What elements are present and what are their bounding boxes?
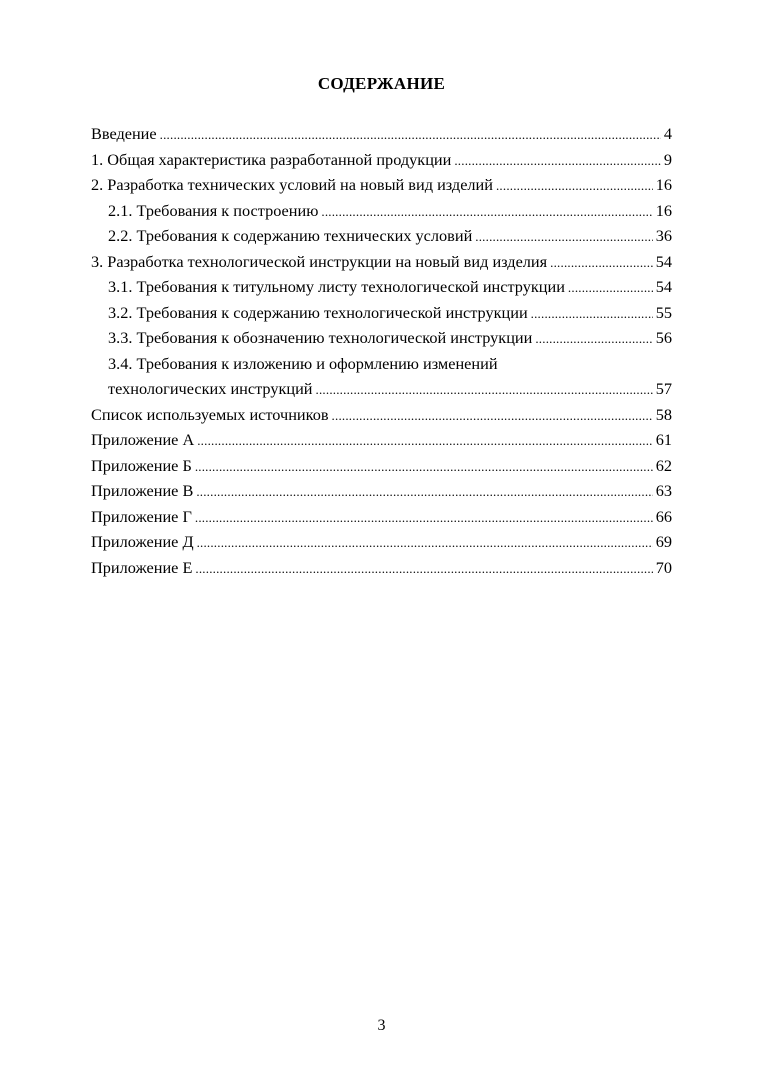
toc-entry-appendix-e[interactable] (91, 555, 672, 581)
dot-leader (531, 301, 653, 327)
toc-entry-label: 3.1. Требования к титульному листу технологической инструкции (108, 277, 565, 296)
toc-entry-section-3-4-line2[interactable] (91, 376, 672, 402)
toc-entry-label: 2.2. Требования к содержанию технических условий (108, 226, 473, 245)
toc-entry-label: Приложение Д (91, 532, 194, 551)
toc-entry-label: Приложение В (91, 481, 194, 500)
toc-entry-page: 57 (655, 379, 672, 398)
toc-entry-section-3-1[interactable] (91, 274, 672, 300)
table-of-contents (91, 121, 672, 580)
toc-entry-page: 66 (655, 506, 672, 526)
toc-entry-label: 3.4. Требования к изложению и оформлению изменений (108, 353, 498, 373)
toc-entry-page: 9 (663, 149, 672, 169)
toc-entry-page: 70 (655, 557, 672, 577)
dot-leader (568, 275, 653, 301)
document-title: СОДЕРЖАНИЕ (317, 74, 446, 93)
toc-entry-label: 1. Общая характеристика разработанной продукции (91, 149, 452, 169)
dot-leader (316, 377, 653, 403)
toc-entry-page: 16 (655, 200, 672, 220)
toc-entry-section-2-2[interactable] (91, 223, 672, 249)
dot-leader (475, 224, 652, 250)
toc-entry-label: Введение (91, 124, 157, 143)
toc-entry-section-3-2[interactable] (91, 300, 672, 326)
dot-leader (197, 530, 653, 556)
dot-leader (535, 326, 652, 352)
toc-entry-appendix-v[interactable] (91, 478, 672, 504)
toc-entry-label: Приложение Г (91, 506, 192, 526)
toc-entry-introduction[interactable] (91, 121, 672, 147)
toc-entry-page: 69 (655, 532, 672, 551)
dot-leader (195, 556, 652, 582)
toc-entry-appendix-g[interactable] (91, 504, 672, 530)
toc-entry-label: технологических инструкций (108, 379, 313, 398)
toc-entry-page: 54 (655, 277, 672, 296)
toc-entry-page: 4 (663, 124, 672, 143)
dot-leader (332, 403, 653, 429)
toc-entry-section-2[interactable] (91, 172, 672, 198)
toc-entry-label: 2. Разработка технических условий на новый вид изделий (91, 175, 493, 194)
dot-leader (196, 479, 652, 505)
toc-entry-appendix-d[interactable] (91, 529, 672, 555)
toc-entry-appendix-a[interactable] (91, 427, 672, 453)
dot-leader (496, 173, 653, 199)
toc-entry-page: 54 (655, 251, 672, 271)
toc-entry-page: 16 (655, 175, 672, 194)
toc-entry-label: 3.2. Требования к содержанию технологической инструкции (108, 302, 528, 322)
toc-entry-page: 36 (655, 226, 672, 245)
toc-entry-page: 56 (655, 328, 672, 347)
toc-entry-appendix-b[interactable] (91, 453, 672, 479)
toc-entry-label: Приложение Е (91, 557, 193, 577)
dot-leader (160, 122, 661, 148)
dot-leader (321, 199, 652, 225)
toc-entry-page: 62 (655, 455, 672, 475)
toc-entry-section-3[interactable] (91, 249, 672, 275)
toc-entry-section-3-4-line1[interactable] (91, 351, 672, 377)
toc-entry-section-2-1[interactable] (91, 198, 672, 224)
dot-leader (550, 250, 653, 276)
toc-entry-section-3-3[interactable] (91, 325, 672, 351)
dot-leader (454, 148, 661, 174)
toc-entry-label: Приложение А (91, 430, 195, 449)
toc-entry-label: Приложение Б (91, 455, 192, 475)
dot-leader (197, 428, 653, 454)
toc-entry-label: 3.3. Требования к обозначению технологической инструкции (108, 328, 533, 347)
toc-entry-label: 2.1. Требования к построению (108, 200, 319, 220)
toc-entry-page: 61 (655, 430, 672, 449)
toc-entry-section-1[interactable] (91, 147, 672, 173)
toc-entry-page: 55 (655, 302, 672, 322)
page-number: 3 (377, 1017, 386, 1034)
dot-leader (195, 505, 653, 531)
toc-entry-page: 63 (655, 481, 672, 500)
dot-leader (195, 454, 653, 480)
toc-entry-sources[interactable] (91, 402, 672, 428)
toc-entry-label: 3. Разработка технологической инструкции на новый вид изделия (91, 251, 548, 271)
toc-entry-page: 58 (655, 404, 672, 424)
toc-entry-label: Список используемых источников (91, 404, 329, 424)
